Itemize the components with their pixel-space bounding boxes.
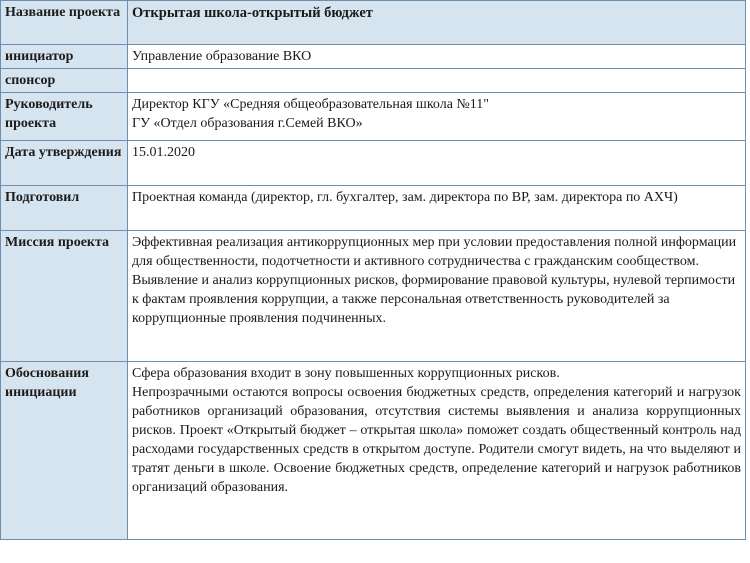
label-project-leader: Руководитель проекта: [1, 93, 128, 141]
leader-line-department: ГУ «Отдел образования г.Семей ВКО»: [132, 116, 363, 131]
row-approval-date: [1, 141, 746, 186]
label-sponsor: спонсор: [1, 69, 128, 93]
label-prepared-by: Подготовил: [1, 186, 128, 231]
label-project-name: Название проекта: [1, 1, 128, 45]
leader-line-school: Директор КГУ «Средняя общеобразовательная школа №11": [132, 97, 489, 112]
label-approval-date: Дата утверждения: [1, 141, 128, 186]
row-prepared-by: [1, 186, 746, 231]
value-approval-date: 15.01.2020: [128, 141, 746, 186]
justification-details: Непрозрачными остаются вопросы освоения бюджетных средств, определения категорий и нагрузок работников организаций образования, отсутствия системы выявления и анализа коррупционных рисков. Проект «Открытый бюджет – открытая школа» поможет создать общественный контроль над расходами государственных средств в открытом доступе. Родители смогут видеть, на что выделяют и тратят деньги в школе. Освоение бюджетных средств, определение категорий и нагрузок работников организаций образования.: [132, 385, 741, 495]
row-project-leader: [1, 93, 746, 141]
row-sponsor: [1, 69, 746, 93]
row-project-name: [1, 1, 746, 45]
row-justification: [1, 362, 746, 540]
value-sponsor: [128, 69, 746, 93]
label-initiator: инициатор: [1, 45, 128, 69]
value-project-leader: [128, 93, 746, 141]
label-justification: Обоснования инициации: [1, 362, 128, 540]
value-initiator: Управление образование ВКО: [128, 45, 746, 69]
label-mission: Миссия проекта: [1, 231, 128, 362]
row-mission: [1, 231, 746, 362]
value-mission: Эффективная реализация антикоррупционных мер при условии предоставления полной информации для общественности, подотчетности и активного сотрудничества с гражданским сообществом. Выявление и анализ коррупционных рисков, формирование правовой культуры, нулевой терпимости к фактам проявления коррупции, а также персональная ответственность руководителей за коррупционные проявления подчиненных.: [128, 231, 746, 362]
value-justification: [128, 362, 746, 540]
justification-intro: Сфера образования входит в зону повышенных коррупционных рисков.: [132, 366, 560, 381]
row-initiator: [1, 45, 746, 69]
value-prepared-by: Проектная команда (директор, гл. бухгалтер, зам. директора по ВР, зам. директора по АХЧ): [128, 186, 746, 231]
value-project-name: Открытая школа-открытый бюджет: [128, 1, 746, 45]
